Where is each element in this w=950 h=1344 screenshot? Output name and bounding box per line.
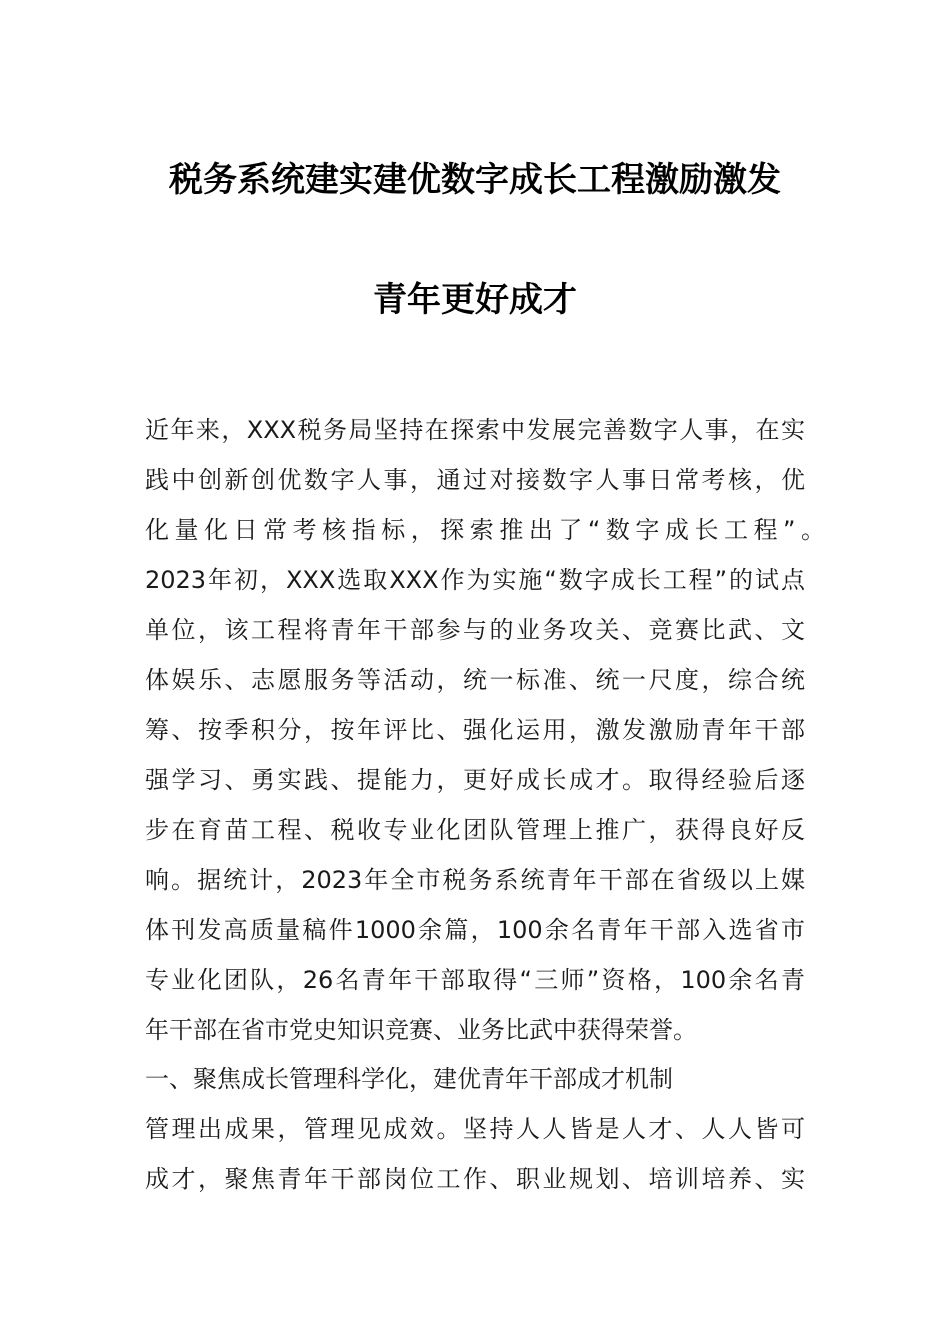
body-line: 化量化日常考核指标，探索推出了“数字成长工程”。 <box>145 516 825 544</box>
body-line: 体刊发高质量稿件1000余篇，100余名青年干部入选省市 <box>145 916 805 944</box>
body-line: 步在育苗工程、税收专业化团队管理上推广，获得良好反 <box>145 816 805 844</box>
body-line: 年干部在省市党史知识竞赛、业务比武中获得荣誉。 <box>145 1016 697 1044</box>
body-line: 践中创新创优数字人事，通过对接数字人事日常考核，优 <box>145 466 805 494</box>
body-line: 专业化团队，26名青年干部取得“三师”资格，100余名青 <box>145 966 805 994</box>
section-heading: 一、聚焦成长管理科学化，建优青年干部成才机制 <box>145 1065 673 1093</box>
body-line: 近年来，XXX税务局坚持在探索中发展完善数字人事，在实 <box>145 416 805 444</box>
document-title-line-2: 青年更好成才 <box>373 280 577 320</box>
body-line: 响。据统计，2023年全市税务系统青年干部在省级以上媒 <box>145 866 805 894</box>
body-line: 成才，聚焦青年干部岗位工作、职业规划、培训培养、实 <box>145 1165 805 1193</box>
body-line: 2023年初，XXX选取XXX作为实施“数字成长工程”的试点 <box>145 566 805 594</box>
body-line: 单位，该工程将青年干部参与的业务攻关、竞赛比武、文 <box>145 616 805 644</box>
body-line: 体娱乐、志愿服务等活动，统一标准、统一尺度，综合统 <box>145 666 805 694</box>
document-title-line-1: 税务系统建实建优数字成长工程激励激发 <box>169 160 781 200</box>
body-line: 管理出成果，管理见成效。坚持人人皆是人才、人人皆可 <box>145 1115 805 1143</box>
body-line: 筹、按季积分，按年评比、强化运用，激发激励青年干部 <box>145 716 805 744</box>
body-line: 强学习、勇实践、提能力，更好成长成才。取得经验后逐 <box>145 766 805 794</box>
